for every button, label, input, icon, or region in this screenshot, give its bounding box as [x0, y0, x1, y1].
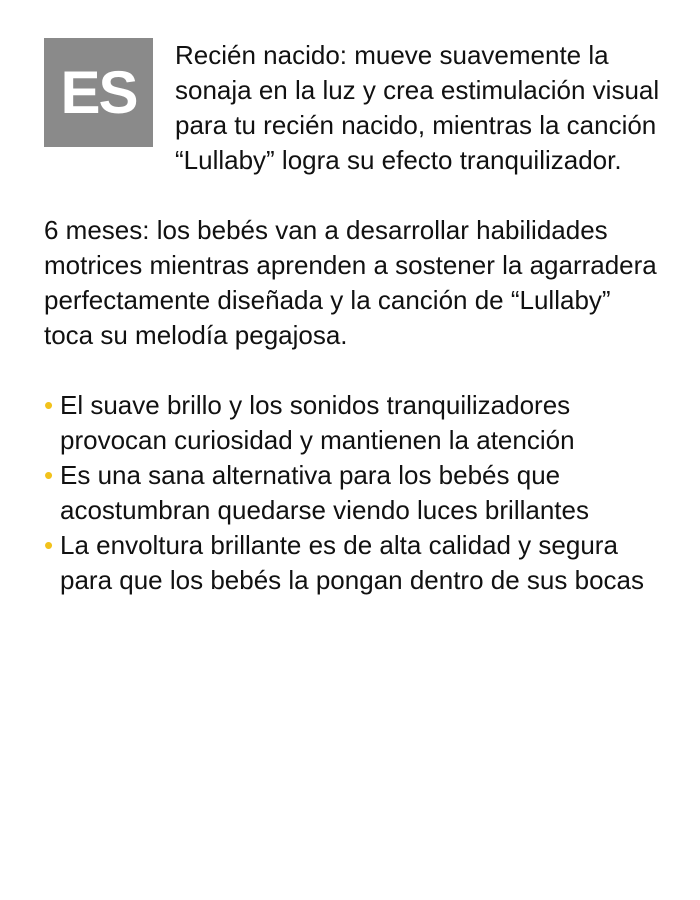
list-item-text: Es una sana alternativa para los bebés que acostumbran quedarse viendo luces brillantes [60, 460, 589, 525]
list-item [44, 458, 664, 528]
feature-list [44, 388, 664, 598]
content [44, 38, 664, 598]
bullet-icon: • [44, 390, 54, 420]
list-item-text: La envoltura brillante es de alta calidad y segura para que los bebés la pongan dentro de sus bocas [60, 530, 644, 595]
paragraph-six-months: 6 meses: los bebés van a desarrollar habilidades motrices mientras aprenden a sostener la agarradera perfectamente diseñada y la canción de “Lullaby” toca su melodía pegajosa. [44, 215, 657, 350]
list-item-text: El suave brillo y los sonidos tranquilizadores provocan curiosidad y mantienen la atención [60, 390, 575, 455]
bullet-icon: • [44, 530, 54, 560]
list-item [44, 388, 664, 458]
list-item [44, 528, 664, 598]
language-badge: ES [44, 38, 153, 147]
bullet-icon: • [44, 460, 54, 490]
paragraph-newborn: Recién nacido: mueve suavemente la sonaja en la luz y crea estimulación visual para tu recién nacido, mientras la canción “Lullaby” logra su efecto tranquilizador. [175, 40, 660, 175]
